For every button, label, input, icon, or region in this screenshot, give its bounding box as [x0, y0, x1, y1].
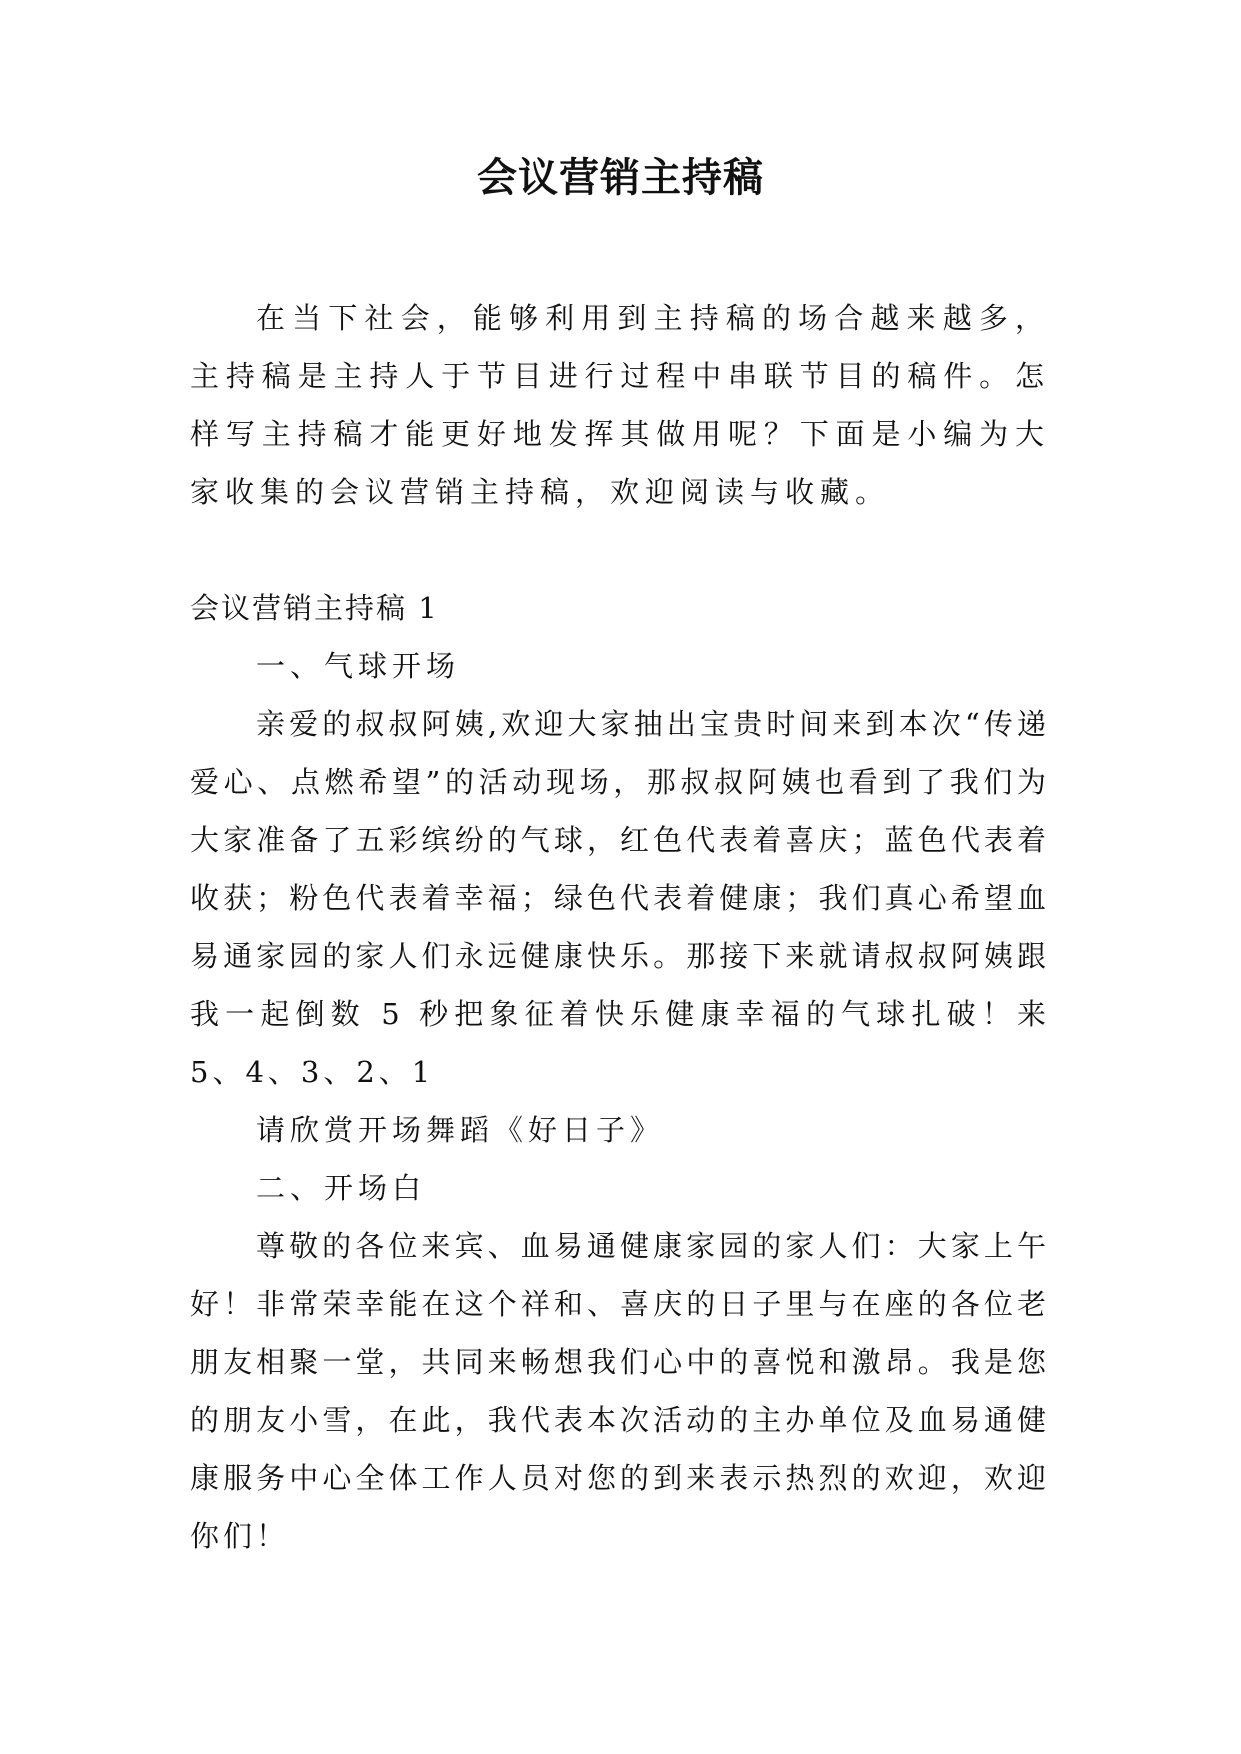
intro-paragraph: 在当下社会，能够利用到主持稿的场合越来越多，主持稿是主持人于节目进行过程中串联节目的稿件。怎样写主持稿才能更好地发挥其做用呢？下面是小编为大家收集的会议营销主持稿，欢迎阅读与收藏。: [190, 301, 1050, 509]
document-body: [190, 289, 1050, 1565]
section-heading: 会议营销主持稿 1: [190, 591, 439, 625]
subheading-balloon-opening: 一、气球开场: [256, 649, 461, 683]
paragraph-dance-announcement: 请欣赏开场舞蹈《好日子》: [256, 1113, 665, 1147]
document-title: 会议营销主持稿: [477, 154, 764, 201]
paragraph-balloon-speech: 亲爱的叔叔阿姨,欢迎大家抽出宝贵时间来到本次“传递爱心、点燃希望”的活动现场，那叔叔阿姨也看到了我们为大家准备了五彩缤纷的气球，红色代表着喜庆；蓝色代表着收获；粉色代表着幸福；绿色代表着健康；我们真心希望血易通家园的家人们永远健康快乐。那接下来就请叔叔阿姨跟我一起倒数 5 秒把象征着快乐健康幸福的气球扎破！来 5、4、3、2、1: [190, 707, 1050, 1089]
subheading-opening-remarks: 二、开场白: [256, 1171, 427, 1205]
paragraph-opening-remarks: 尊敬的各位来宾、血易通健康家园的家人们：大家上午好！非常荣幸能在这个祥和、喜庆的日子里与在座的各位老朋友相聚一堂，共同来畅想我们心中的喜悦和激昂。我是您的朋友小雪，在此，我代表本次活动的主办单位及血易通健康服务中心全体工作人员对您的到来表示热烈的欢迎，欢迎你们！: [190, 1229, 1050, 1553]
